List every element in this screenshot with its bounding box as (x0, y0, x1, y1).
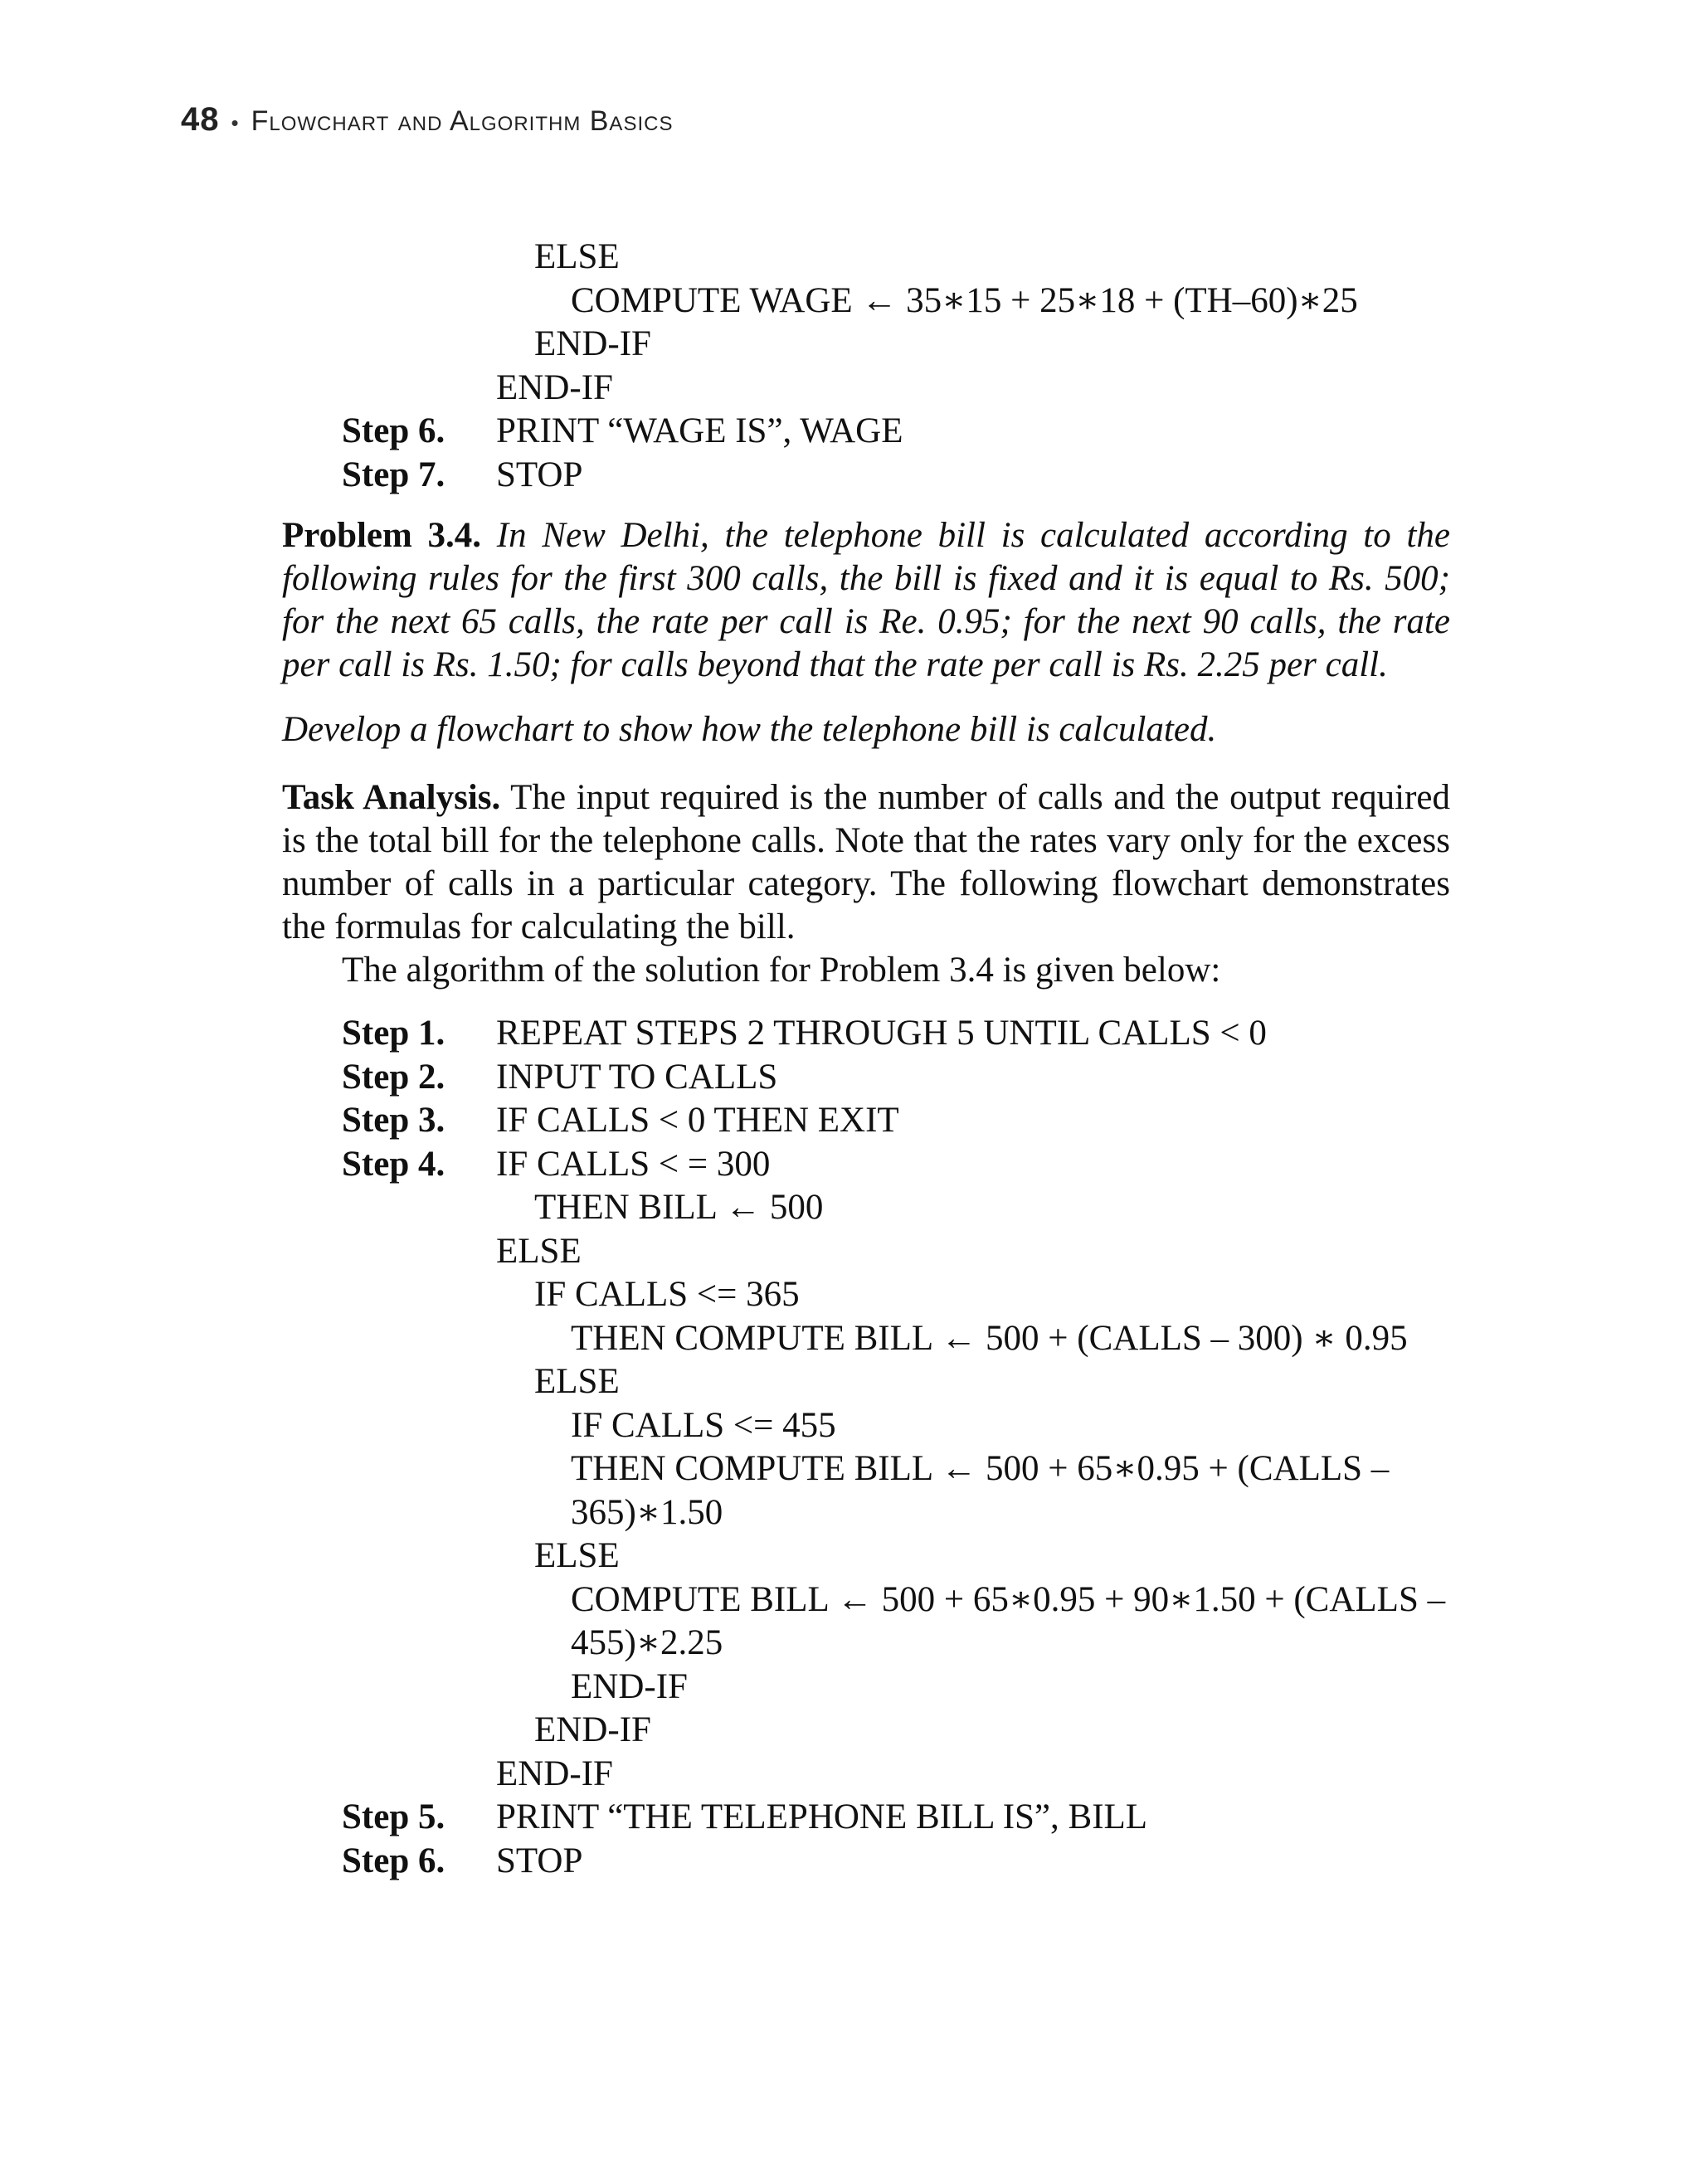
algorithm-line: 365)∗1.50 (571, 1492, 723, 1532)
step-label: Step 4. (342, 1144, 445, 1184)
algorithm-line: INPUT TO CALLS (496, 1057, 778, 1097)
problem-text: In New Delhi, the telephone bill is calculated according to the following rules for the first 300 calls, the bill is fixed and it is equal to Rs. 500; for the next 65 calls, the rate per call is Re. 0.95; for the next 90 calls, the rate per call is Rs. 1.50; for calls beyond that the rate per call is Rs. 2.25 per call. (282, 516, 1450, 684)
task-analysis (282, 776, 1450, 949)
problem-label: Problem 3.4. (282, 516, 482, 555)
algorithm-line: PRINT “WAGE IS”, WAGE (496, 411, 903, 450)
step-label: Step 1. (342, 1014, 445, 1053)
algorithm-line: PRINT “THE TELEPHONE BILL IS”, BILL (496, 1797, 1148, 1836)
algorithm-line: END-IF (534, 324, 651, 363)
algorithm-line: END-IF (534, 1710, 651, 1749)
algorithm-line: 455)∗2.25 (571, 1623, 723, 1662)
algorithm-line: THEN COMPUTE BILL ← 500 + 65∗0.95 + (CALLS – (571, 1449, 1390, 1488)
algorithm-line: STOP (496, 1841, 583, 1880)
algorithm-line: ELSE (534, 1362, 620, 1401)
running-head (181, 101, 673, 139)
algorithm-line: COMPUTE BILL ← 500 + 65∗0.95 + 90∗1.50 + (CALLS – (571, 1579, 1446, 1619)
problem-task: Develop a flowchart to show how the telephone bill is calculated. (282, 710, 1217, 749)
step-label: Step 3. (342, 1101, 445, 1140)
algorithm-line: COMPUTE WAGE ← 35∗15 + 25∗18 + (TH–60)∗25 (571, 280, 1358, 320)
task-analysis-label: Task Analysis. (282, 778, 501, 817)
algorithm-line: ELSE (534, 1536, 620, 1575)
step-label: Step 2. (342, 1057, 445, 1097)
algorithm-line: ELSE (534, 237, 620, 276)
algorithm-line: IF CALLS <= 455 (571, 1405, 836, 1445)
algorithm-line: THEN COMPUTE BILL ← 500 + (CALLS – 300) ∗ 0.95 (571, 1318, 1408, 1358)
step-label: Step 6. (342, 411, 445, 450)
algorithm-line: END-IF (496, 1754, 613, 1793)
running-title: Flowchart and Algorithm Basics (251, 105, 674, 137)
algorithm-line: IF CALLS < = 300 (496, 1144, 771, 1184)
algorithm-line: REPEAT STEPS 2 THROUGH 5 UNTIL CALLS < 0 (496, 1014, 1267, 1053)
step-label: Step 6. (342, 1841, 445, 1880)
algorithm-line: IF CALLS < 0 THEN EXIT (496, 1101, 899, 1140)
header-bullet: • (231, 110, 240, 135)
algorithm-line: ELSE (496, 1231, 582, 1271)
algorithm-line: STOP (496, 455, 583, 494)
algorithm-line: END-IF (571, 1666, 688, 1706)
algorithm-line: THEN BILL ← 500 (534, 1188, 824, 1227)
page-number: 48 (181, 101, 220, 138)
step-label: Step 5. (342, 1797, 445, 1836)
algorithm-line: IF CALLS <= 365 (534, 1275, 800, 1314)
problem-statement (282, 514, 1450, 687)
step-label: Step 7. (342, 455, 445, 494)
algorithm-line: END-IF (496, 367, 613, 407)
algorithm-intro: The algorithm of the solution for Problem 3.4 is given below: (342, 951, 1221, 990)
task-analysis-text: The input required is the number of calls and the output required is the total bill for the telephone calls. Note that the rates vary only for the excess number of calls in a particular category. The following flowchart demonstrates the formulas for calculating the bill. (282, 778, 1451, 946)
